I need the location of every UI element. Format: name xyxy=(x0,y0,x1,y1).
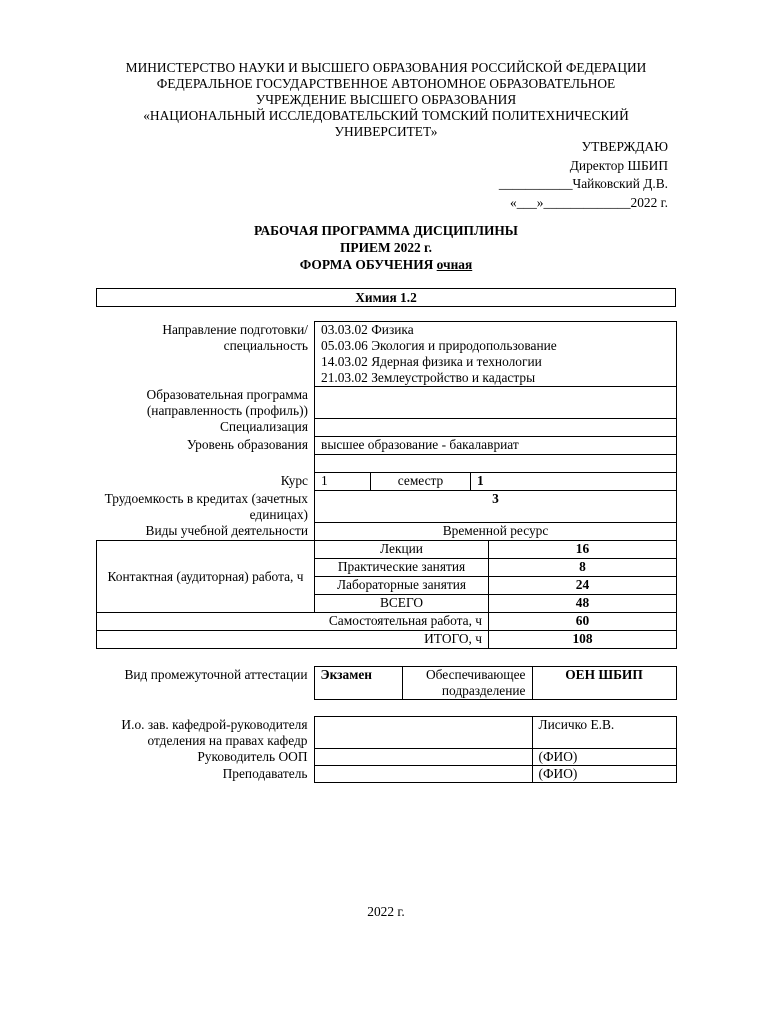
signature-field xyxy=(314,766,532,783)
grand-total-label: ИТОГО, ч xyxy=(97,631,489,649)
approval-position: Директор ШБИП xyxy=(569,157,668,173)
lectures-value: 16 xyxy=(489,541,677,559)
program-label: Образовательная программа (направленность (профиль)) xyxy=(146,386,308,418)
study-form-line xyxy=(96,256,676,273)
level-label: Уровень образования xyxy=(186,436,308,452)
lectures-label: Лекции xyxy=(315,541,489,559)
program-title-line: РАБОЧАЯ ПРОГРАММА ДИСЦИПЛИНЫ xyxy=(254,223,518,238)
signature-role: И.о. зав. кафедрой-руководителя отделения на правах кафедр xyxy=(121,716,308,748)
table-row xyxy=(97,419,677,437)
study-form-label: ФОРМА ОБУЧЕНИЯ xyxy=(299,257,434,272)
table-row xyxy=(96,667,676,700)
header-line: ФЕДЕРАЛЬНОЕ ГОСУДАРСТВЕННОЕ АВТОНОМНОЕ ОБРАЗОВАТЕЛЬНОЕ xyxy=(156,76,616,91)
table-row xyxy=(97,631,677,649)
course-label: Курс xyxy=(280,472,308,488)
approval-title: УТВЕРЖДАЮ xyxy=(581,139,668,154)
direction-item: 21.03.02 Землеустройство и кадастры xyxy=(321,370,536,385)
empty-cell xyxy=(315,455,677,473)
specialization-label: Специализация xyxy=(219,418,308,434)
attestation-label: Вид промежуточной аттестации xyxy=(124,666,308,682)
table-row xyxy=(96,766,676,783)
signature-name: (ФИО) xyxy=(532,749,676,766)
ministry-header xyxy=(96,60,676,140)
program-value xyxy=(315,387,677,419)
total-label: ВСЕГО xyxy=(315,595,489,613)
signature-field xyxy=(314,749,532,766)
department-value: ОЕН ШБИП xyxy=(532,667,676,700)
program-details-table xyxy=(96,321,677,649)
approval-date: «___»_____________2022 г. xyxy=(510,194,668,210)
labs-label: Лабораторные занятия xyxy=(315,577,489,595)
total-value: 48 xyxy=(489,595,677,613)
direction-item: 03.03.02 Физика xyxy=(321,322,414,337)
approval-signature: ___________Чайковский Д.В. xyxy=(498,176,668,191)
department-label: Обеспечивающее подразделение xyxy=(402,667,532,700)
table-row xyxy=(97,322,677,387)
direction-item: 14.03.02 Ядерная физика и технологии xyxy=(321,354,542,369)
self-work-value: 60 xyxy=(489,613,677,631)
footer-year: 2022 г. xyxy=(367,904,405,919)
header-line: УНИВЕРСИТЕТ» xyxy=(334,124,438,139)
table-row xyxy=(96,717,676,749)
table-row xyxy=(97,473,677,491)
credits-label: Трудоемкость в кредитах (зачетных единицах) xyxy=(104,490,308,522)
specialization-value xyxy=(315,419,677,437)
practice-label: Практические занятия xyxy=(315,559,489,577)
signature-role: Преподаватель xyxy=(222,765,308,781)
level-value: высшее образование - бакалавриат xyxy=(315,437,677,455)
labs-value: 24 xyxy=(489,577,677,595)
practice-value: 8 xyxy=(489,559,677,577)
approval-block xyxy=(368,138,668,212)
table-row xyxy=(97,437,677,455)
header-line: УЧРЕЖДЕНИЕ ВЫСШЕГО ОБРАЗОВАНИЯ xyxy=(255,92,517,107)
time-resource-label: Временной ресурс xyxy=(315,523,677,541)
signatures-table xyxy=(96,716,677,783)
study-form-value: очная xyxy=(436,257,473,272)
program-admission-line: ПРИЕМ 2022 г. xyxy=(340,240,432,255)
signature-name: (ФИО) xyxy=(532,766,676,783)
table-row xyxy=(97,455,677,473)
signature-field xyxy=(314,717,532,749)
signature-role: Руководитель ООП xyxy=(197,748,308,764)
attestation-value: Экзамен xyxy=(314,667,402,700)
header-line: МИНИСТЕРСТВО НАУКИ И ВЫСШЕГО ОБРАЗОВАНИЯ РОССИЙСКОЙ ФЕДЕРАЦИИ xyxy=(125,60,647,75)
semester-value: 1 xyxy=(471,473,677,491)
header-line: «НАЦИОНАЛЬНЫЙ ИССЛЕДОВАТЕЛЬСКИЙ ТОМСКИЙ ПОЛИТЕХНИЧЕСКИЙ xyxy=(143,108,629,123)
table-row xyxy=(97,523,677,541)
grand-total-value: 108 xyxy=(489,631,677,649)
contact-work-label: Контактная (аудиторная) работа, ч xyxy=(97,541,315,613)
course-value: 1 xyxy=(315,473,371,491)
table-row xyxy=(97,613,677,631)
table-row xyxy=(97,387,677,419)
table-row xyxy=(96,749,676,766)
semester-label: семестр xyxy=(371,473,471,491)
attestation-table xyxy=(96,666,677,700)
signature-name: Лисичко Е.В. xyxy=(532,717,676,749)
self-work-label: Самостоятельная работа, ч xyxy=(97,613,489,631)
program-title xyxy=(96,222,676,273)
direction-label: Направление подготовки/ специальность xyxy=(162,321,308,353)
direction-value xyxy=(315,322,677,387)
direction-item: 05.03.06 Экология и природопользование xyxy=(321,338,557,353)
credits-value: 3 xyxy=(315,491,677,523)
activities-label: Виды учебной деятельности xyxy=(145,522,308,538)
table-row xyxy=(97,541,677,559)
table-row xyxy=(97,491,677,523)
discipline-name: Химия 1.2 xyxy=(96,288,676,307)
